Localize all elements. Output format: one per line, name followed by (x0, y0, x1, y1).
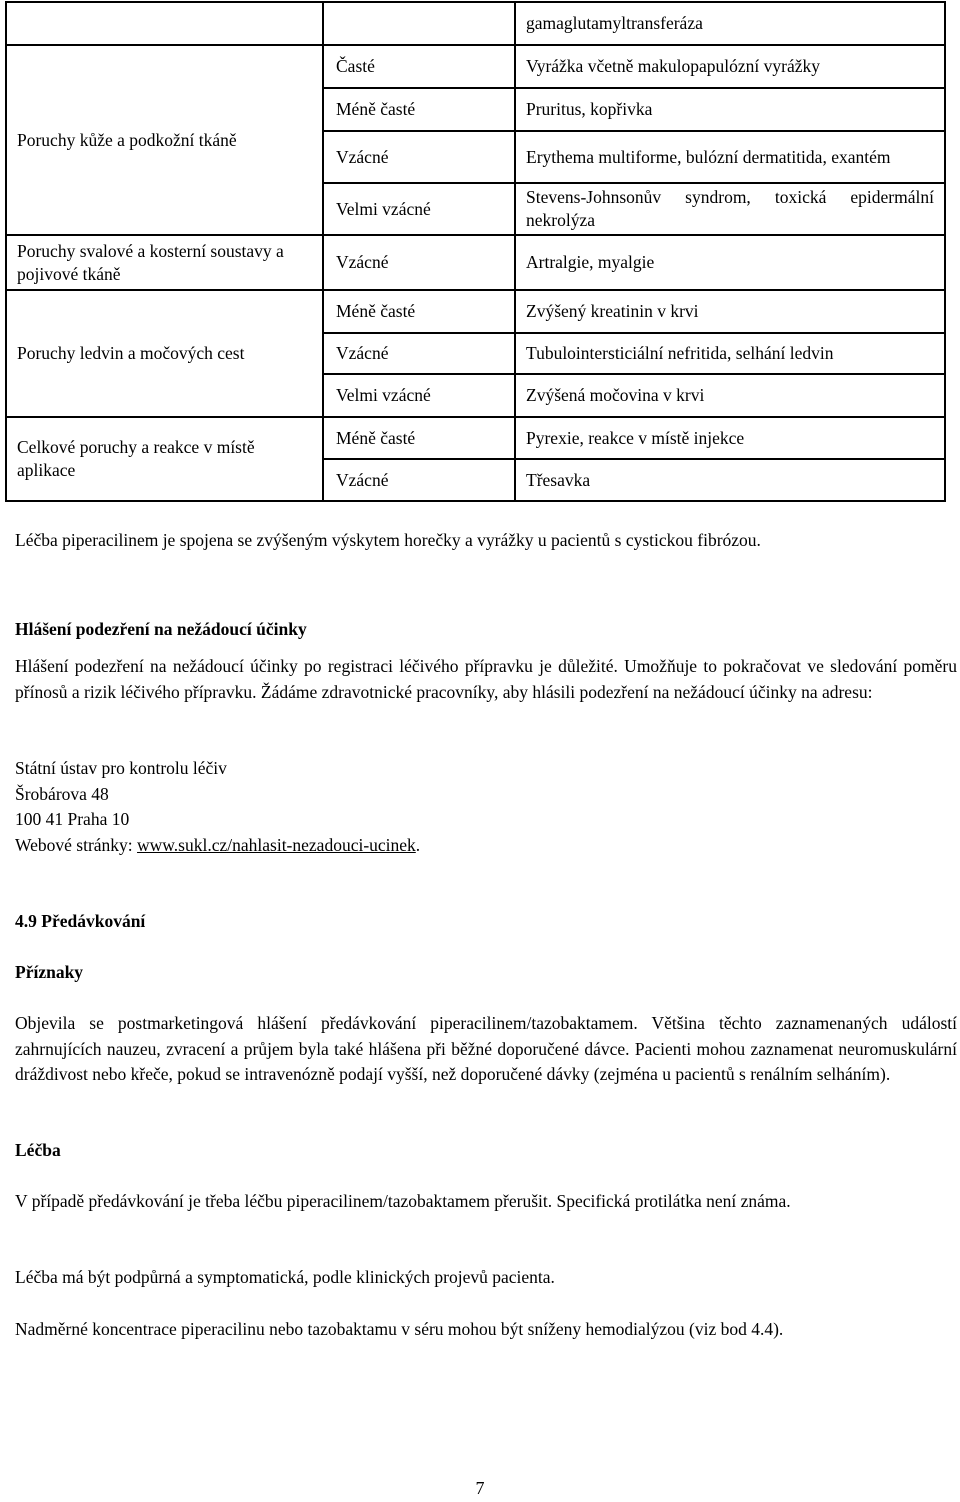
frequency-cell: Méně časté (323, 417, 515, 459)
web-label: Webové stránky: (15, 834, 138, 855)
treatment-paragraph-3: Nadměrné koncentrace piperacilinu nebo tazobaktamu v séru mohou být sníženy hemodialýzou (viz bod 4.4). (15, 1319, 784, 1339)
effect-cell: Pruritus, kopřivka (515, 88, 945, 131)
section-title: Předávkování (41, 911, 146, 931)
organ-class-cell: Celkové poruchy a reakce v místě aplikace (6, 417, 323, 501)
effect-cell: Vyrážka včetně makulopapulózní vyrážky (515, 45, 945, 88)
frequency-cell: Velmi vzácné (323, 374, 515, 417)
frequency-cell: Vzácné (323, 333, 515, 374)
effect-cell: Tubulointersticiální nefritida, selhání ledvin (515, 333, 945, 374)
symptoms-paragraph: Objevila se postmarketingová hlášení předávkování piperacilinem/tazobaktamem. Většina těchto zaznamenaných událostí zahrnujících nauzeu, zvracení a průjem byla také hlášena při běžné doporučené dávce. Pacienti mohou zaznamenat neuromuskulární dráždivost nebo křeče, pokud se intravenózně podají vyšší, než doporučené dávky (zejména u pacientů s renálním selháním). (15, 1013, 957, 1084)
address-line-street: Šrobárova 48 (15, 783, 109, 804)
reporting-address (15, 756, 957, 858)
effect-cell: Zvýšený kreatinin v krvi (515, 290, 945, 333)
section-heading-overdose (15, 909, 957, 935)
effect-cell: gamaglutamyltransferáza (515, 2, 945, 45)
effect-cell: Artralgie, myalgie (515, 235, 945, 290)
treatment-heading: Léčba (15, 1140, 61, 1160)
symptoms-heading: Příznaky (15, 962, 84, 982)
reporting-heading: Hlášení podezření na nežádoucí účinky (15, 619, 307, 639)
sukl-website-link[interactable]: www.sukl.cz/nahlasit-nezadouci-ucinek (137, 834, 416, 855)
frequency-cell-empty (323, 2, 515, 45)
effect-cell: Pyrexie, reakce v místě injekce (515, 417, 945, 459)
organ-class-cell: Poruchy kůže a podkožní tkáně (6, 45, 323, 235)
organ-class-cell: Poruchy svalové a kosterní soustavy a pojivové tkáně (6, 235, 323, 290)
treatment-paragraph-1: V případě předávkování je třeba léčbu piperacilinem/tazobaktamem přerušit. Specifická protilátka není známa. (15, 1191, 791, 1211)
table-row (6, 45, 945, 88)
section-number: 4.9 (15, 911, 37, 931)
table-row (6, 2, 945, 45)
adverse-effects-table (5, 1, 946, 502)
frequency-cell: Časté (323, 45, 515, 88)
page-number: 7 (475, 1478, 485, 1498)
frequency-cell: Vzácné (323, 235, 515, 290)
treatment-paragraph-2: Léčba má být podpůrná a symptomatická, podle klinických projevů pacienta. (15, 1267, 555, 1287)
table-row (6, 290, 945, 333)
table-row (6, 235, 945, 290)
address-line-web (15, 833, 957, 859)
cf-note-paragraph: Léčba piperacilinem je spojena se zvýšeným výskytem horečky a vyrážky u pacientů s cystickou fibrózou. (15, 530, 761, 550)
effect-cell: Erythema multiforme, bulózní dermatitida, exantém (515, 131, 945, 183)
frequency-cell: Méně časté (323, 88, 515, 131)
frequency-cell: Velmi vzácné (323, 183, 515, 235)
effect-cell: Stevens-Johnsonův syndrom, toxická epidermální nekrolýza (515, 183, 945, 235)
frequency-cell: Vzácné (323, 131, 515, 183)
frequency-cell: Vzácné (323, 459, 515, 501)
table-row (6, 417, 945, 459)
organ-cell-empty (6, 2, 323, 45)
organ-class-cell: Poruchy ledvin a močových cest (6, 290, 323, 417)
reporting-paragraph: Hlášení podezření na nežádoucí účinky po registraci léčivého přípravku je důležité. Umožňuje to pokračovat ve sledování poměru přínosů a rizik léčivého přípravku. Žádáme zdravotnické pracovníky, aby hlásili podezření na nežádoucí účinky na adresu: (15, 656, 957, 702)
effect-cell: Zvýšená močovina v krvi (515, 374, 945, 417)
effect-cell: Třesavka (515, 459, 945, 501)
address-line-institution: Státní ústav pro kontrolu léčiv (15, 758, 227, 778)
address-line-city: 100 41 Praha 10 (15, 809, 130, 829)
web-end: . (415, 834, 421, 855)
frequency-cell: Méně časté (323, 290, 515, 333)
